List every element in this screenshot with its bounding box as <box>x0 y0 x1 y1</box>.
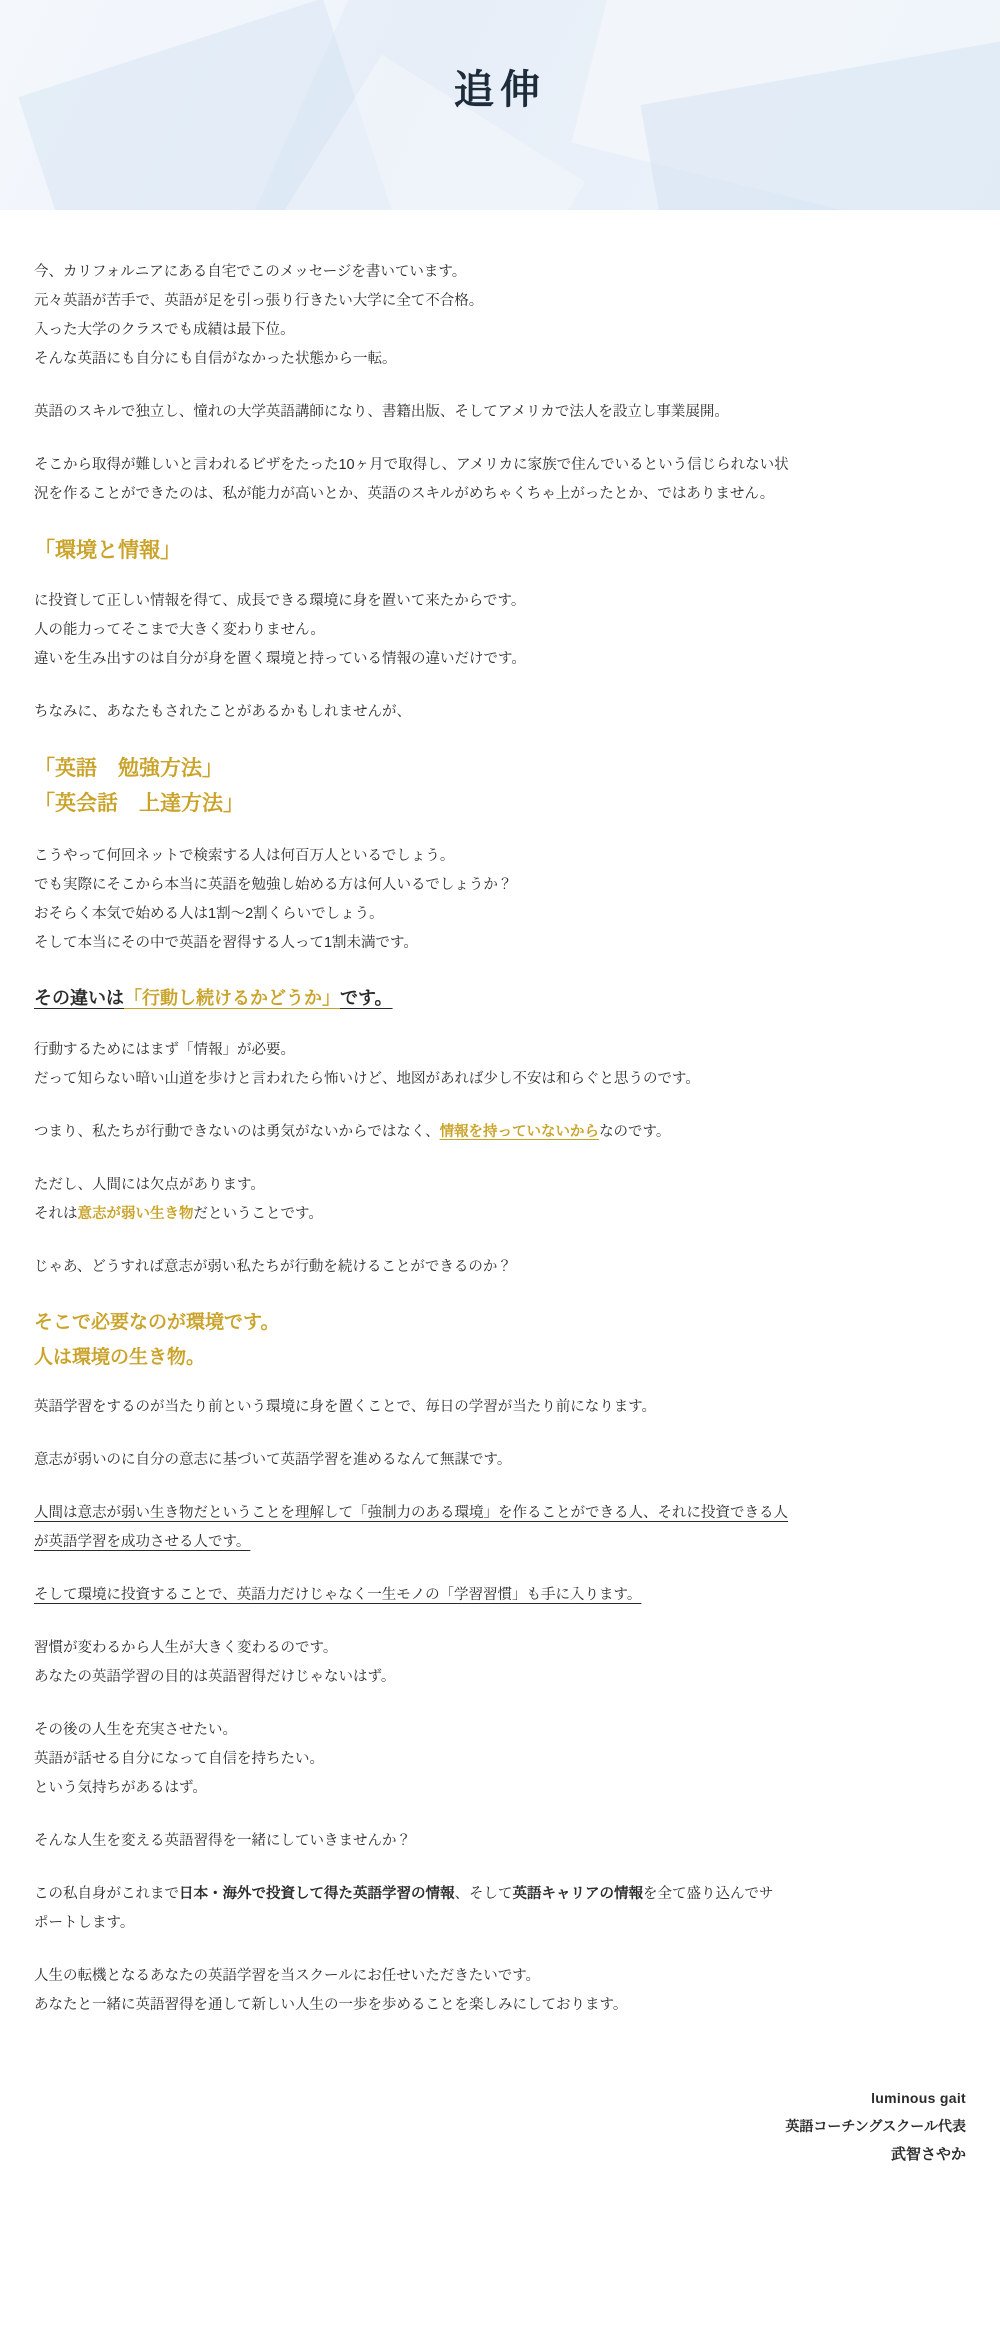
emphasis-weak-creature: 意志が弱い生き物 <box>77 1206 194 1223</box>
text-segment: 、そして <box>454 1885 513 1902</box>
page-title: 追伸 <box>454 67 546 112</box>
paragraph-environment-explained <box>34 587 898 674</box>
text-segment: だということです。 <box>193 1206 323 1223</box>
text-segment: を全て盛り込んでサ <box>643 1885 774 1902</box>
text-line <box>34 1880 898 1909</box>
paragraph-support-offer <box>34 1880 898 1938</box>
text-line: ただし、人間には欠点があります。 <box>34 1177 265 1194</box>
heading-line-1: そこで必要なのが環境です。 <box>34 1312 280 1334</box>
text-line: あなたの英語学習の目的は英語習得だけじゃないはず。 <box>34 1668 396 1685</box>
paragraph-invitation <box>34 1827 898 1856</box>
heading-environment-and-information: 「環境と情報」 <box>34 539 181 562</box>
text-line: じゃあ、どうすれば意志が弱い私たちが行動を続けることができるのか？ <box>34 1259 512 1276</box>
heading-search-queries <box>34 751 898 822</box>
heading-emphasis: 「行動し続けるかどうか」 <box>124 988 340 1009</box>
text-line: 英語が話せる自分になって自信を持ちたい。 <box>34 1750 324 1767</box>
text-line: その後の人生を充実させたい。 <box>34 1721 237 1738</box>
emphasis-career-info: 英語キャリアの情報 <box>512 1885 643 1902</box>
paragraph-daily-study <box>34 1393 898 1422</box>
search-query-1: 「英語 勉強方法」 <box>34 756 223 780</box>
signature-brand: luminous gait <box>871 2089 966 2106</box>
paragraph-by-the-way <box>34 698 898 727</box>
text-line: 元々英語が苦手で、英語が足を引っ張り行きたい大学に全て不合格。 <box>34 293 484 309</box>
emphasis-investment-info: 日本・海外で投資して得た英語学習の情報 <box>179 1885 455 1902</box>
paragraph-visa <box>34 451 898 509</box>
paragraph-study-habit <box>34 1581 898 1610</box>
emphasis-no-information: 情報を持っていないから <box>439 1124 600 1141</box>
text-line: 意志が弱いのに自分の意志に基づいて英語学習を進めるなんて無謀です。 <box>34 1451 512 1468</box>
paragraph-no-information <box>34 1118 898 1147</box>
heading-suffix: です。 <box>340 988 393 1009</box>
text-line: あなたと一緒に英語習得を通して新しい人生の一歩を歩めることを楽しみにしております。 <box>34 1996 628 2013</box>
text-line: に投資して正しい情報を得て、成長できる環境に身を置いて来たからです。 <box>34 592 526 609</box>
text-line: ちなみに、あなたもされたことがあるかもしれませんが、 <box>34 703 411 720</box>
text-line: 入った大学のクラスでも成績は最下位。 <box>34 322 295 338</box>
text-line: 英語学習をするのが当たり前という環境に身を置くことで、毎日の学習が当たり前になります。 <box>34 1398 657 1415</box>
text-line: 況を作ることができたのは、私が能力が高いとか、英語のスキルがめちゃくちゃ上がったとか、ではありません。 <box>34 486 775 502</box>
text-line: そんな人生を変える英語習得を一緒にしていきませんか？ <box>34 1832 411 1849</box>
signature-block <box>0 2044 1000 2214</box>
text-line: 今、カリフォルニアにある自宅でこのメッセージを書いています。 <box>34 264 467 280</box>
heading-environment-needed <box>34 1306 898 1374</box>
paragraph-habit-changes-life <box>34 1634 898 1692</box>
paragraph-weak-will <box>34 1171 898 1229</box>
text-line: おそらく本気で始める人は1割〜2割くらいでしょう。 <box>34 906 384 923</box>
paragraph-statistics <box>34 842 898 958</box>
text-segment: この私自身がこれまで <box>34 1885 179 1902</box>
text-line: だって知らない暗い山道を歩けと言われたら怖いけど、地図があれば少し不安は和らぐと思うのです。 <box>34 1071 700 1088</box>
document-body <box>0 210 932 2020</box>
text-line: そして環境に投資することで、英語力だけじゃなく一生モノの「学習習慣」も手に入ります。 <box>34 1586 642 1603</box>
text-line: こうやって何回ネットで検索する人は何百万人といるでしょう。 <box>34 848 455 865</box>
text-line: そこから取得が難しいと言われるビザをたった10ヶ月で取得し、アメリカに家族で住んでいるという信じられない状 <box>34 457 789 473</box>
paragraph-forced-environment <box>34 1499 898 1557</box>
search-query-2: 「英会話 上達方法」 <box>34 792 244 816</box>
text-line: が英語学習を成功させる人です。 <box>34 1533 251 1550</box>
paragraph-question <box>34 1253 898 1282</box>
text-segment: それは <box>34 1206 78 1223</box>
text-line: 英語のスキルで独立し、憧れの大学英語講師になり、書籍出版、そしてアメリカで法人を設立し事業展開。 <box>34 404 729 420</box>
heading-prefix: その違いは <box>34 988 124 1009</box>
text-line: ポートします。 <box>34 1914 135 1931</box>
text-line <box>34 1200 898 1229</box>
text-line: でも実際にそこから本当に英語を勉強し始める方は何人いるでしょうか？ <box>34 877 513 894</box>
text-segment: つまり、私たちが行動できないのは勇気がないからではなく、 <box>34 1124 440 1141</box>
text-line: 人の能力ってそこまで大きく変わりません。 <box>34 621 325 638</box>
signature-role: 英語コーチングスクール代表 <box>785 2117 966 2134</box>
text-segment: なのです。 <box>599 1124 671 1141</box>
text-line: 人間は意志が弱い生き物だということを理解して「強制力のある環境」を作ることができる人、それに投資できる人 <box>34 1504 788 1521</box>
heading-the-difference <box>34 982 898 1014</box>
paragraph-closing <box>34 1962 898 2020</box>
heading-line-2: 人は環境の生き物。 <box>34 1346 206 1368</box>
text-line: 人生の転機となるあなたの英語学習を当スクールにお任せいただきたいです。 <box>34 1967 541 1984</box>
text-line: 習慣が変わるから人生が大きく変わるのです。 <box>34 1639 338 1656</box>
signature-name: 武智さやか <box>890 2145 966 2163</box>
paragraph-future-wishes <box>34 1716 898 1803</box>
text-line: そんな英語にも自分にも自信がなかった状態から一転。 <box>34 351 397 367</box>
paragraph-intro <box>34 258 898 374</box>
paragraph-information-needed <box>34 1036 898 1094</box>
paragraph-career <box>34 398 898 427</box>
text-line: 違いを生み出すのは自分が身を置く環境と持っている情報の違いだけです。 <box>34 650 526 667</box>
text-line: そして本当にその中で英語を習得する人って1割未満です。 <box>34 935 418 952</box>
text-line: という気持ちがあるはず。 <box>34 1779 207 1796</box>
page-header <box>0 0 1000 210</box>
text-line: 行動するためにはまず「情報」が必要。 <box>34 1042 295 1059</box>
paragraph-reckless <box>34 1446 898 1475</box>
